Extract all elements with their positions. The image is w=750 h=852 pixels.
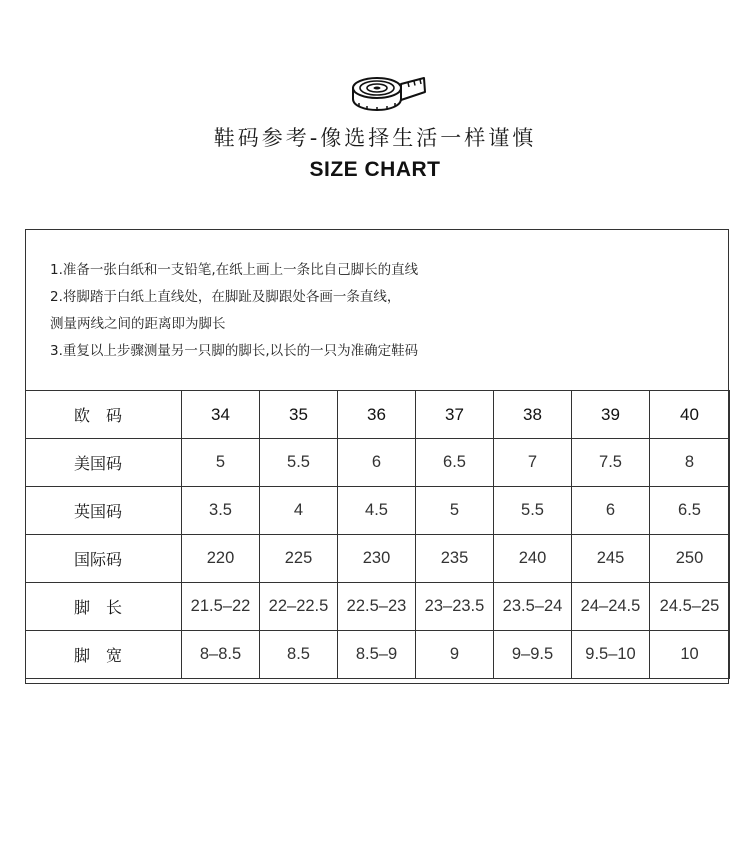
table-cell: 9 bbox=[416, 631, 494, 679]
instruction-line: 2.将脚踏于白纸上直线处，在脚趾及脚跟处各画一条直线， bbox=[50, 289, 401, 305]
page-title: 鞋码参考-像选择生活一样谨慎 bbox=[213, 126, 537, 150]
table-cell: 7.5 bbox=[572, 439, 650, 487]
table-cell: 245 bbox=[572, 535, 650, 583]
table-cell: 235 bbox=[416, 535, 494, 583]
table-cell: 7 bbox=[494, 439, 572, 487]
table-cell: 6 bbox=[338, 439, 416, 487]
table-cell: 39 bbox=[572, 391, 650, 439]
row-label: 脚 宽 bbox=[26, 631, 182, 679]
table-cell: 21.5–22 bbox=[182, 583, 260, 631]
table-cell: 5 bbox=[416, 487, 494, 535]
table-cell: 23.5–24 bbox=[494, 583, 572, 631]
table-row bbox=[26, 487, 730, 535]
size-table bbox=[25, 390, 730, 679]
table-cell: 4.5 bbox=[338, 487, 416, 535]
tape-measure-icon bbox=[351, 76, 427, 112]
table-cell: 250 bbox=[650, 535, 730, 583]
table-cell: 6.5 bbox=[416, 439, 494, 487]
table-cell: 40 bbox=[650, 391, 730, 439]
instruction-line: 测量两线之间的距离即为脚长 bbox=[50, 316, 226, 332]
table-cell: 23–23.5 bbox=[416, 583, 494, 631]
table-cell: 36 bbox=[338, 391, 416, 439]
table-cell: 34 bbox=[182, 391, 260, 439]
row-label: 国际码 bbox=[26, 535, 182, 583]
table-cell: 5 bbox=[182, 439, 260, 487]
table-cell: 3.5 bbox=[182, 487, 260, 535]
table-cell: 225 bbox=[260, 535, 338, 583]
row-label: 英国码 bbox=[26, 487, 182, 535]
table-cell: 230 bbox=[338, 535, 416, 583]
table-cell: 8–8.5 bbox=[182, 631, 260, 679]
table-cell: 240 bbox=[494, 535, 572, 583]
table-row bbox=[26, 439, 730, 487]
instruction-line: 1.准备一张白纸和一支铅笔,在纸上画上一条比自己脚长的直线 bbox=[50, 262, 419, 278]
instruction-line: 3.重复以上步骤测量另一只脚的脚长,以长的一只为准确定鞋码 bbox=[50, 343, 419, 359]
table-cell: 5.5 bbox=[494, 487, 572, 535]
table-cell: 8.5 bbox=[260, 631, 338, 679]
table-cell: 9–9.5 bbox=[494, 631, 572, 679]
measurement-instructions bbox=[50, 257, 418, 365]
table-cell: 10 bbox=[650, 631, 730, 679]
row-label: 美国码 bbox=[26, 439, 182, 487]
row-label: 欧 码 bbox=[26, 391, 182, 439]
table-cell: 6 bbox=[572, 487, 650, 535]
table-cell: 8.5–9 bbox=[338, 631, 416, 679]
table-cell: 35 bbox=[260, 391, 338, 439]
table-cell: 9.5–10 bbox=[572, 631, 650, 679]
table-cell: 38 bbox=[494, 391, 572, 439]
table-cell: 4 bbox=[260, 487, 338, 535]
table-row bbox=[26, 583, 730, 631]
table-cell: 24–24.5 bbox=[572, 583, 650, 631]
table-cell: 5.5 bbox=[260, 439, 338, 487]
table-cell: 8 bbox=[650, 439, 730, 487]
page-subtitle: SIZE CHART bbox=[309, 158, 441, 181]
table-cell: 22.5–23 bbox=[338, 583, 416, 631]
table-cell: 24.5–25 bbox=[650, 583, 730, 631]
table-cell: 37 bbox=[416, 391, 494, 439]
table-cell: 6.5 bbox=[650, 487, 730, 535]
table-cell: 22–22.5 bbox=[260, 583, 338, 631]
table-row bbox=[26, 391, 730, 439]
table-row bbox=[26, 535, 730, 583]
table-row bbox=[26, 631, 730, 679]
row-label: 脚 长 bbox=[26, 583, 182, 631]
table-cell: 220 bbox=[182, 535, 260, 583]
size-chart-frame bbox=[25, 229, 729, 684]
